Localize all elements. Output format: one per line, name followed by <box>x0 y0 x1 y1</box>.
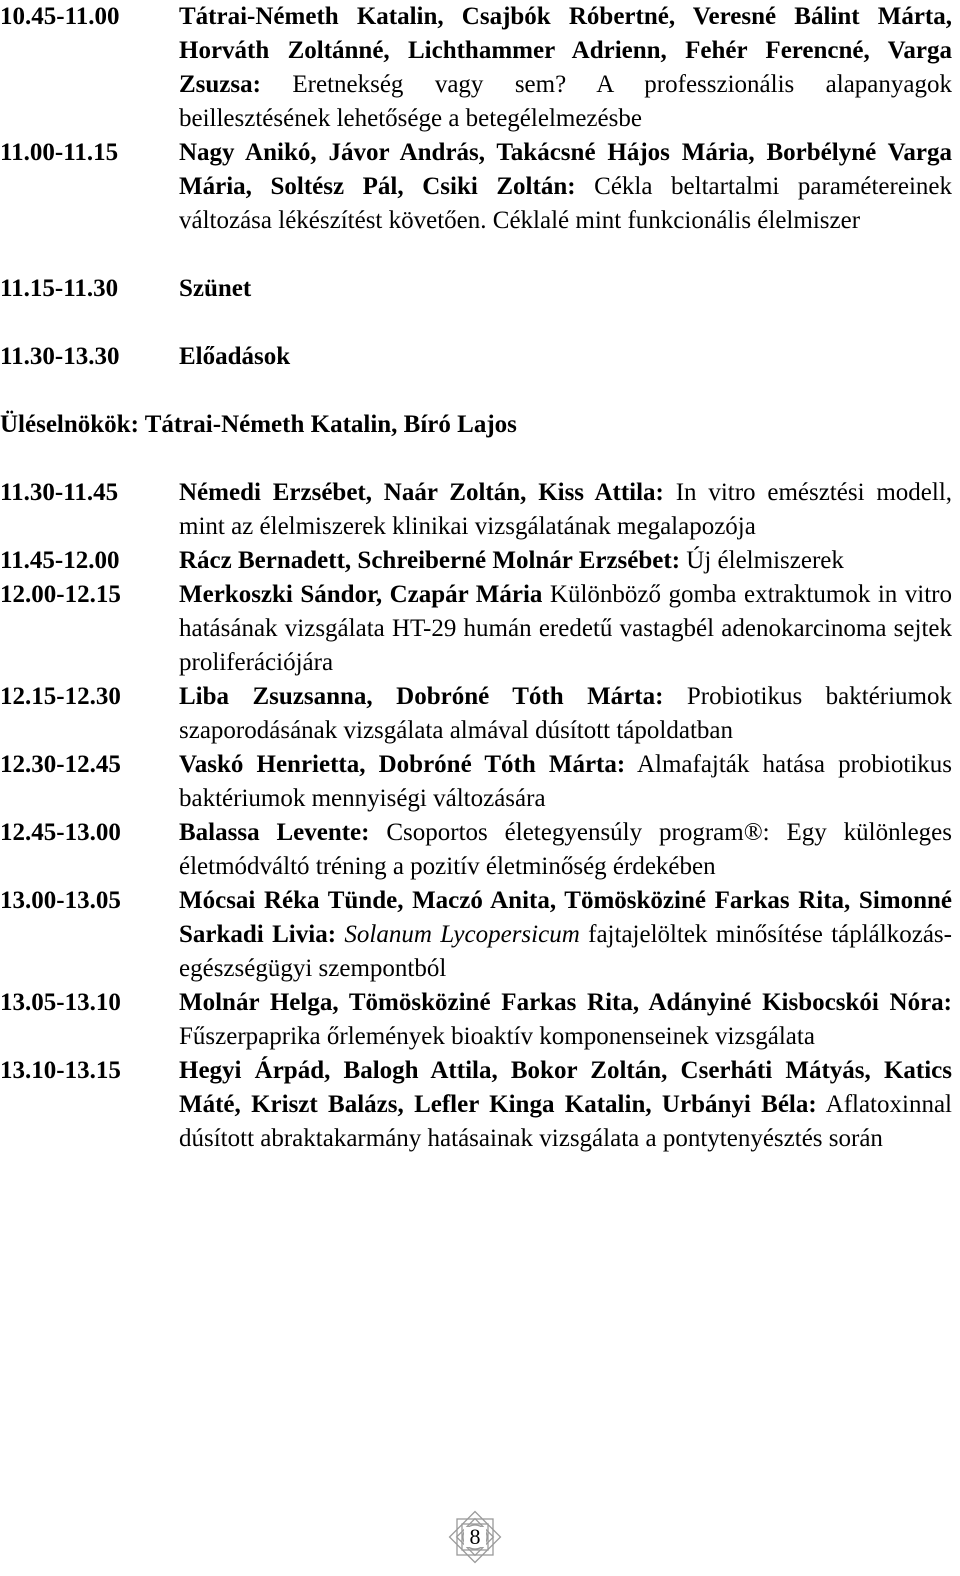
talk-title: Csoportos életegyensúly program®: Egy különleges életmódváltó tréning a pozitív életminőség érdekében <box>179 819 952 880</box>
entry-time: 10.45-11.00 <box>0 3 120 30</box>
talk-authors: Némedi Erzsébet, Naár Zoltán, Kiss Attila: <box>179 479 664 506</box>
talk-entry <box>0 748 952 816</box>
talk-entry <box>0 986 952 1054</box>
talk-entry <box>0 1054 952 1156</box>
entry-title: Eretnekség vagy sem? A professzionális alapanyagok beillesztésének lehetősége a betegélelmezésbe <box>179 71 952 132</box>
talk-time: 11.45-12.00 <box>0 547 120 574</box>
talk-content <box>179 1054 952 1156</box>
spacer <box>0 306 952 340</box>
talk-entry <box>0 884 952 986</box>
talk-time: 12.15-12.30 <box>0 683 121 710</box>
entry-content <box>179 136 952 238</box>
talk-authors: Rácz Bernadett, Schreiberné Molnár Erzsébet: <box>179 547 681 574</box>
entry-time: 11.00-11.15 <box>0 139 119 166</box>
lectures-row <box>0 340 952 374</box>
session-chairs: Üléselnökök: Tátrai-Németh Katalin, Bíró Lajos <box>0 411 517 438</box>
spacer <box>0 238 952 272</box>
page-number-badge <box>443 1505 507 1569</box>
entry-authors: Tátrai-Németh Katalin, Csajbók Róbertné, Veresné Bálint Márta, Horváth Zoltánné, Lichthammer Adrienn, Fehér Ferencné, Varga Zsuzsa: <box>179 3 952 98</box>
program-entry <box>0 0 952 136</box>
talk-title: Különböző gomba extraktumok in vitro hatásának vizsgálata HT-29 humán eredetű vastagbél adenokarcinoma sejtek proliferációjára <box>179 581 952 676</box>
entry-title: Cékla beltartalmi paramétereinek változása lékészítést követően. Céklalé mint funkcionális élelmiszer <box>179 173 952 234</box>
talk-title: Új élelmiszerek <box>686 547 844 574</box>
entry-authors: Nagy Anikó, Jávor András, Takácsné Hájos Mária, Borbélyné Varga Mária, Soltész Pál, Csiki Zoltán: <box>179 139 952 200</box>
talk-title: Almafajták hatása probiotikus baktériumok mennyiségi változására <box>179 751 952 812</box>
talk-title-species: Solanum Lycopersicum <box>344 921 580 948</box>
page-number: 8 <box>469 1524 481 1549</box>
talk-title: Fűszerpaprika őrlemények bioaktív komponenseinek vizsgálata <box>179 1023 815 1050</box>
talk-time: 12.00-12.15 <box>0 581 121 608</box>
program-entry <box>0 136 952 238</box>
talk-content <box>179 816 952 884</box>
talk-entry <box>0 476 952 544</box>
break-row <box>0 272 952 306</box>
talk-authors: Mócsai Réka Tünde, Maczó Anita, Tömösköziné Farkas Rita, Simonné Sarkadi Livia: <box>179 887 952 948</box>
talk-content <box>179 986 952 1054</box>
talk-entry <box>0 816 952 884</box>
talk-content <box>179 476 952 544</box>
talk-entry <box>0 544 952 578</box>
talk-content <box>179 680 952 748</box>
talk-time: 12.30-12.45 <box>0 751 121 778</box>
talk-title: In vitro emésztési modell, mint az élelmiszerek klinikai vizsgálatának megalapozója <box>179 479 953 540</box>
break-time: 11.15-11.30 <box>0 275 119 302</box>
lectures-label: Előadások <box>179 343 291 370</box>
talk-content <box>179 884 952 986</box>
talk-authors: Merkoszki Sándor, Czapár Mária <box>179 581 543 608</box>
spacer <box>0 374 952 408</box>
talk-content <box>179 578 952 680</box>
talk-authors: Vaskó Henrietta, Dobróné Tóth Márta: <box>179 751 626 778</box>
talk-authors: Liba Zsuzsanna, Dobróné Tóth Márta: <box>179 683 664 710</box>
talk-time: 11.30-11.45 <box>0 479 119 506</box>
talk-title: Aflatoxinnal dúsított abraktakarmány hatásainak vizsgálata a pontytenyésztés során <box>179 1091 952 1152</box>
talk-content <box>179 748 952 816</box>
talk-time: 13.10-13.15 <box>0 1057 121 1084</box>
talk-entry <box>0 680 952 748</box>
break-label: Szünet <box>179 275 252 302</box>
talk-time: 13.05-13.10 <box>0 989 121 1016</box>
entry-content <box>179 0 952 136</box>
talk-title: fajtajelöltek minősítése táplálkozás-egészségügyi szempontból <box>179 921 952 982</box>
talk-content <box>179 544 952 578</box>
talk-authors: Molnár Helga, Tömösköziné Farkas Rita, Adányiné Kisbocskói Nóra: <box>179 989 952 1016</box>
talk-authors: Balassa Levente: <box>179 819 370 846</box>
talk-time: 13.00-13.05 <box>0 887 121 914</box>
lectures-time: 11.30-13.30 <box>0 343 120 370</box>
talk-authors: Hegyi Árpád, Balogh Attila, Bokor Zoltán, Cserháti Mátyás, Katics Máté, Kriszt Balázs, Lefler Kinga Katalin, Urbányi Béla: <box>179 1057 952 1118</box>
spacer <box>0 442 952 476</box>
talk-time: 12.45-13.00 <box>0 819 121 846</box>
talk-entry <box>0 578 952 680</box>
talk-title: Probiotikus baktériumok szaporodásának vizsgálata almával dúsított tápoldatban <box>179 683 953 744</box>
